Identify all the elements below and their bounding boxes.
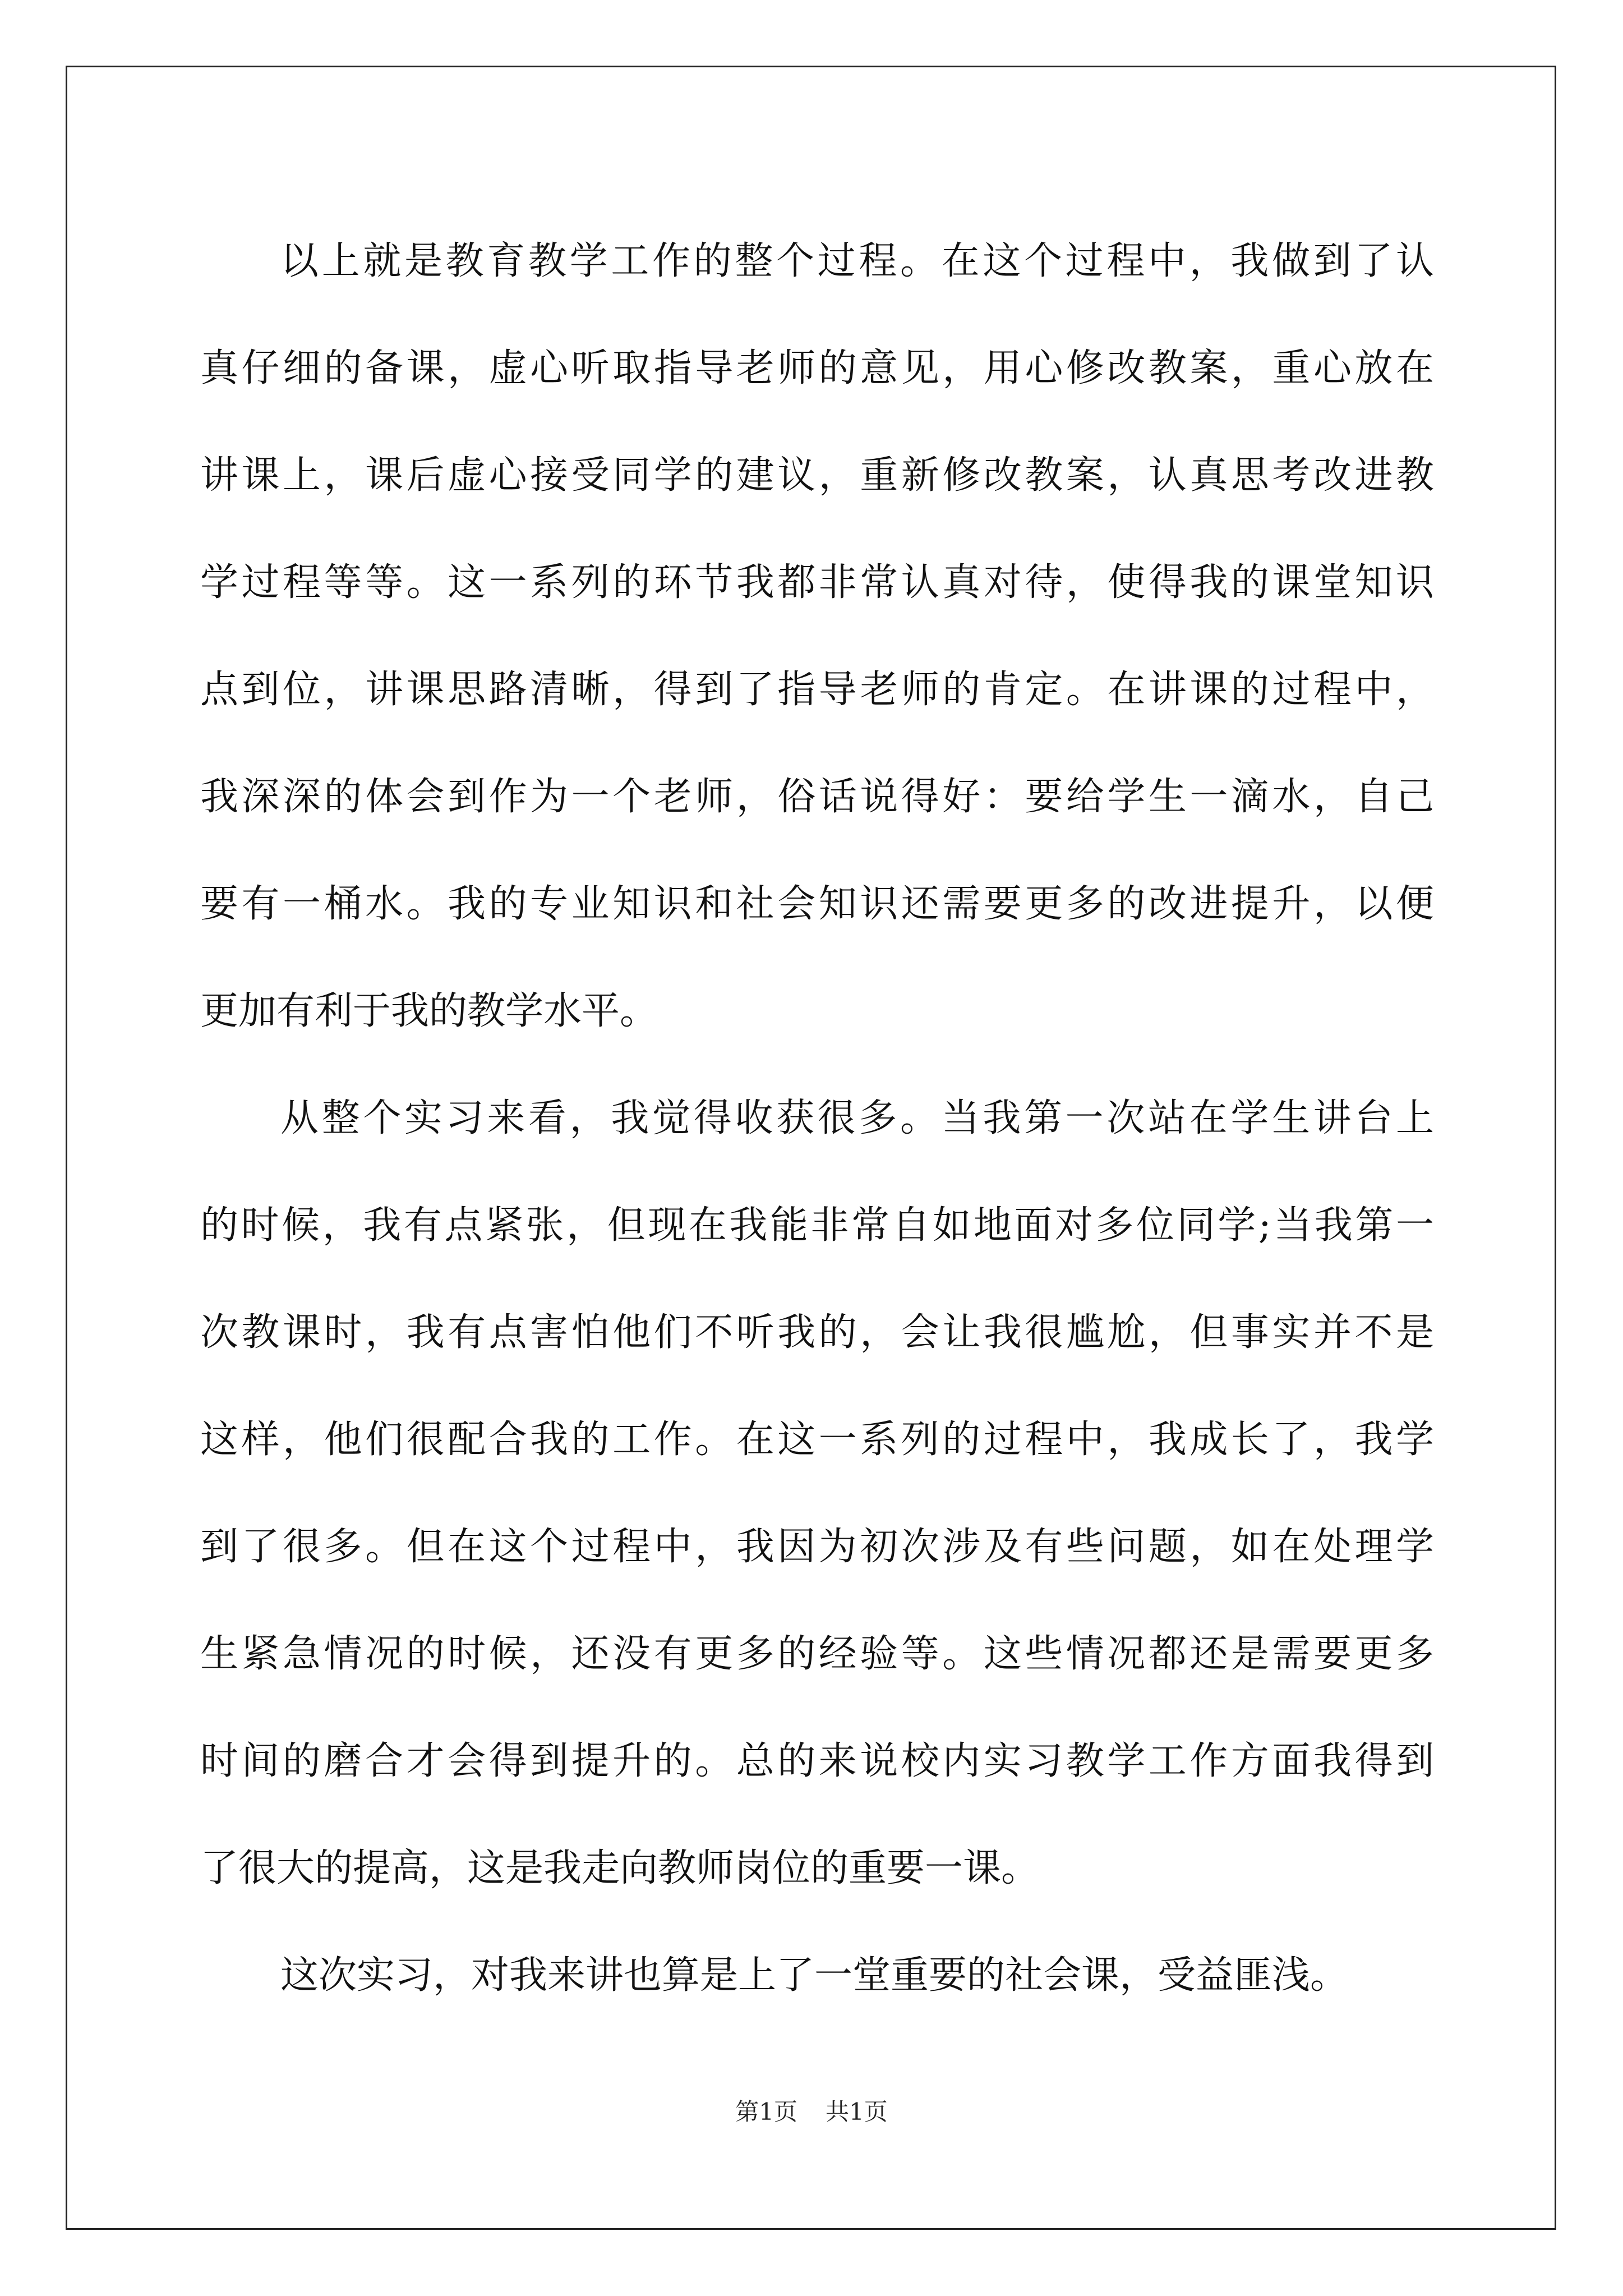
- page-total: 共1页: [826, 2098, 888, 2125]
- text-line: 这次实习，对我来讲也算是上了一堂重要的社会课，受益匪浅。: [280, 1953, 1349, 1998]
- text-line: 更加有利于我的教学水平。: [200, 989, 658, 1033]
- paragraph-1: [200, 208, 1434, 1065]
- text-line: 这样，他们很配合我的工作。在这一系列的过程中，我成长了，我学: [200, 1418, 1434, 1462]
- paragraph-3: [200, 1922, 1434, 2029]
- text-line: 真仔细的备课，虚心听取指导老师的意见，用心修改教案，重心放在: [200, 346, 1434, 390]
- text-line: 了很大的提高，这是我走向教师岗位的重要一课。: [200, 1846, 1040, 1890]
- text-line: 从整个实习来看，我觉得收获很多。当我第一次站在学生讲台上: [280, 1096, 1434, 1140]
- text-line: 的时候，我有点紧张，但现在我能非常自如地面对多位同学;当我第一: [200, 1203, 1434, 1248]
- text-line: 点到位，讲课思路清晰，得到了指导老师的肯定。在讲课的过程中，: [200, 668, 1434, 712]
- text-line: 学过程等等。这一系列的环节我都非常认真对待，使得我的课堂知识: [200, 560, 1434, 605]
- text-line: 我深深的体会到作为一个老师，俗话说得好：要给学生一滴水，自己: [200, 775, 1434, 819]
- text-line: 次教课时，我有点害怕他们不听我的，会让我很尴尬，但事实并不是: [200, 1310, 1434, 1355]
- page-footer: [0, 2095, 1623, 2129]
- text-line: 要有一桶水。我的专业知识和社会知识还需要更多的改进提升，以便: [200, 882, 1434, 926]
- text-line: 以上就是教育教学工作的整个过程。在这个过程中，我做到了认: [280, 239, 1434, 283]
- document-body: [200, 208, 1434, 2029]
- text-line: 时间的磨合才会得到提升的。总的来说校内实习教学工作方面我得到: [200, 1739, 1434, 1783]
- page-number: 第1页: [735, 2098, 797, 2125]
- paragraph-2: [200, 1065, 1434, 1922]
- text-line: 生紧急情况的时候，还没有更多的经验等。这些情况都还是需要更多: [200, 1632, 1434, 1676]
- text-line: 讲课上，课后虚心接受同学的建议，重新修改教案，认真思考改进教: [200, 453, 1434, 498]
- text-line: 到了很多。但在这个过程中，我因为初次涉及有些问题，如在处理学: [200, 1525, 1434, 1569]
